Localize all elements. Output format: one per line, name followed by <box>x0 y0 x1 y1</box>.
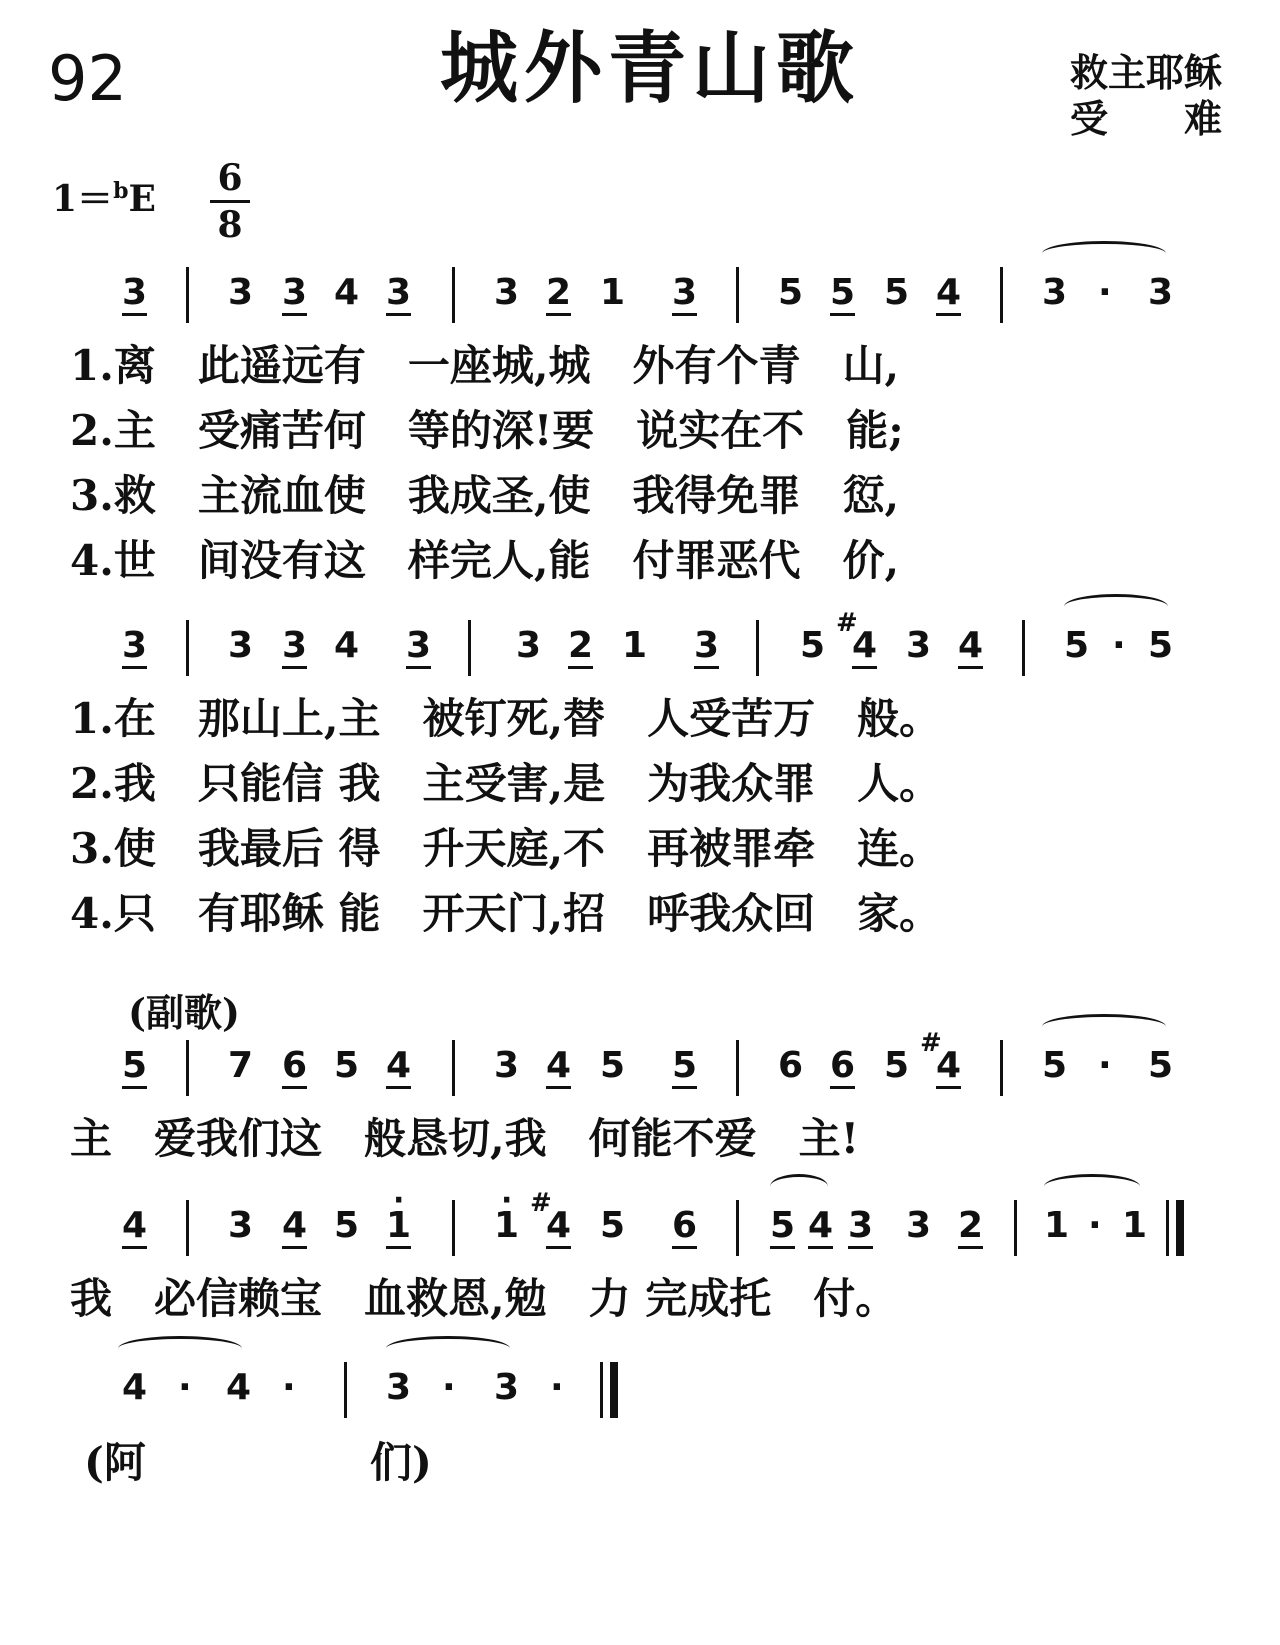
note: 3 <box>282 628 307 669</box>
note: 2 <box>568 628 593 669</box>
slur-mark <box>770 1174 828 1199</box>
note: 3 <box>516 625 542 666</box>
barline <box>344 1362 347 1418</box>
chorus-label: (副歌) <box>128 990 240 1035</box>
note: 5 <box>1064 625 1090 666</box>
note: 1 <box>1122 1205 1148 1246</box>
lyric-line: 4.只 有耶稣 能 开天门,招 呼我众回 家。 <box>70 889 942 938</box>
note: 1 <box>1044 1205 1070 1246</box>
note: 3 <box>386 275 411 316</box>
note: 3 <box>906 625 932 666</box>
category-label <box>1070 50 1222 142</box>
note: 3 <box>494 1367 520 1408</box>
notation-row-1 <box>0 272 1280 345</box>
note: 4 <box>334 272 360 313</box>
note: 4 <box>936 275 961 316</box>
notation-row-5 <box>0 1367 1280 1440</box>
note: 3 <box>228 1205 254 1246</box>
note-sharp: # 4 <box>936 1048 961 1089</box>
dot: · <box>1088 1205 1102 1246</box>
note: 3 <box>494 1045 520 1086</box>
note-high: 1 · <box>386 1208 411 1249</box>
key-note: E <box>128 178 156 220</box>
barline <box>452 1200 455 1256</box>
note: 5 <box>122 1048 147 1089</box>
notation-row-2 <box>0 625 1280 698</box>
barline <box>452 267 455 323</box>
note: 1 <box>600 272 626 313</box>
note: 5 <box>334 1045 360 1086</box>
note: 4 <box>226 1367 252 1408</box>
note: 5 <box>830 275 855 316</box>
dot: · <box>550 1367 564 1408</box>
notation-row-4 <box>0 1205 1280 1278</box>
dot: · <box>1112 625 1126 666</box>
key-prefix: 1＝ <box>52 178 114 220</box>
slur-mark <box>386 1336 510 1361</box>
barline <box>736 1040 739 1096</box>
barline <box>468 620 471 676</box>
lyric-line: 1.在 那山上,主 被钉死,替 人受苦万 般。 <box>70 694 942 743</box>
lyric-line: 4.世 间没有这 样完人,能 付罪恶代 价, <box>70 536 900 585</box>
note: 3 <box>672 275 697 316</box>
note: 5 <box>600 1205 626 1246</box>
lyric-line: 3.救 主流血使 我成圣,使 我得免罪 愆, <box>70 471 900 520</box>
note-high: 1 · <box>494 1208 519 1244</box>
song-title: 城外青山歌 <box>440 23 861 114</box>
note-sharp: # 4 <box>852 628 877 669</box>
note: 3 <box>122 628 147 669</box>
note: 3 <box>494 272 520 313</box>
note: 1 <box>622 625 648 666</box>
key-flat: b <box>113 178 129 204</box>
note: 4 <box>122 1367 148 1408</box>
barline <box>736 267 739 323</box>
lyric-line: 主 爱我们这 般恳切,我 何能不爱 主! <box>70 1114 860 1163</box>
note: 6 <box>778 1045 804 1086</box>
barline <box>186 1200 189 1256</box>
barline <box>452 1040 455 1096</box>
note: 2 <box>546 275 571 316</box>
time-divider <box>210 200 250 203</box>
note: 3 <box>406 628 431 669</box>
note: 5 <box>778 272 804 313</box>
dot: · <box>442 1367 456 1408</box>
barline <box>186 620 189 676</box>
note: 3 <box>1042 272 1068 313</box>
barline <box>1000 267 1003 323</box>
dot: · <box>178 1367 192 1408</box>
lyric-line: 1.离 此遥远有 一座城,城 外有个青 山, <box>70 341 900 390</box>
note: 5 <box>672 1048 697 1089</box>
time-top: 6 <box>217 157 243 199</box>
note: 5 <box>600 1045 626 1086</box>
slur-mark <box>1042 241 1166 266</box>
note: 5 <box>770 1208 795 1249</box>
lyric-line: 3.使 我最后 得 升天庭,不 再被罪牵 连。 <box>70 824 942 873</box>
note: 4 <box>808 1208 833 1249</box>
slur-mark <box>1042 1014 1166 1039</box>
barline <box>1166 1200 1169 1256</box>
slur-mark <box>118 1336 242 1361</box>
slur-mark <box>1044 1174 1140 1199</box>
amen-lyric-left: (阿 <box>84 1438 146 1487</box>
page-number: 92 <box>48 42 127 115</box>
category-line-2: 受 难 <box>1070 96 1223 141</box>
note: 3 <box>282 275 307 316</box>
notation-row-3 <box>0 1045 1280 1118</box>
note: 7 <box>228 1045 254 1086</box>
key-signature <box>52 178 156 220</box>
barline <box>736 1200 739 1256</box>
note: 4 <box>122 1208 147 1249</box>
note: 2 <box>958 1208 983 1249</box>
note: 3 <box>386 1367 412 1408</box>
note: 5 <box>800 625 826 666</box>
end-barline <box>610 1362 618 1418</box>
note: 5 <box>884 1045 910 1086</box>
note: 3 <box>122 275 147 316</box>
barline <box>600 1362 603 1418</box>
barline <box>756 620 759 676</box>
dot: · <box>282 1367 296 1408</box>
note: 4 <box>334 625 360 666</box>
note: 5 <box>1148 625 1174 666</box>
barline <box>1014 1200 1017 1256</box>
barline <box>1000 1040 1003 1096</box>
note: 5 <box>1148 1045 1174 1086</box>
note: 4 <box>282 1208 307 1249</box>
barline <box>186 267 189 323</box>
time-bottom: 8 <box>217 204 243 246</box>
note: 3 <box>228 272 254 313</box>
note: 3 <box>848 1208 873 1249</box>
note: 4 <box>546 1048 571 1089</box>
end-barline <box>1176 1200 1184 1256</box>
note: 5 <box>334 1205 360 1246</box>
note: 4 <box>958 628 983 669</box>
note: 6 <box>672 1208 697 1249</box>
note: 5 <box>1042 1045 1068 1086</box>
note: 3 <box>228 625 254 666</box>
lyric-line: 2.我 只能信 我 主受害,是 为我众罪 人。 <box>70 759 942 808</box>
note: 3 <box>906 1205 932 1246</box>
note: 3 <box>1148 272 1174 313</box>
note: 5 <box>884 272 910 313</box>
note: 6 <box>830 1048 855 1089</box>
amen-lyric-right: 们) <box>370 1438 432 1487</box>
dot: · <box>1098 272 1112 313</box>
lyric-line: 2.主 受痛苦何 等的深!要 说实在不 能; <box>70 406 904 455</box>
dot: · <box>1098 1045 1112 1086</box>
note: 6 <box>282 1048 307 1089</box>
note: 4 <box>386 1048 411 1089</box>
barline <box>186 1040 189 1096</box>
note-sharp: # 4 <box>546 1208 571 1249</box>
category-line-1: 救主耶稣 <box>1070 50 1223 95</box>
lyric-line: 我 必信赖宝 血救恩,勉 力 完成托 付。 <box>70 1274 898 1323</box>
barline <box>1022 620 1025 676</box>
note: 3 <box>694 628 719 669</box>
time-signature <box>210 157 250 246</box>
slur-mark <box>1064 594 1168 619</box>
